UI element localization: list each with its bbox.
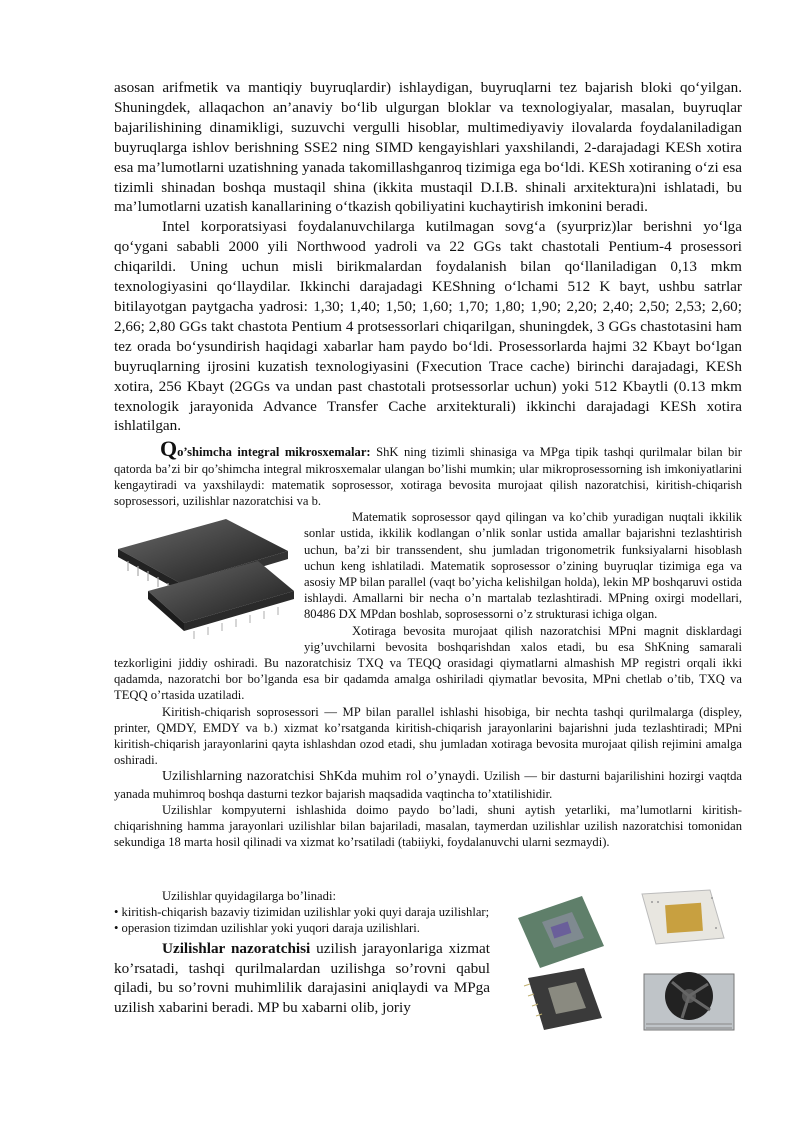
paragraph-6: Kiritish-chiqarish soprosessori — MP bilan parallel ishlashi hisobiga, bir nechta tashqi qurilmalarga (displey, printer, QMDY, EMDY va b.) xizmat ko’rsatganda kiritish-chiqarish jarayonlarini bajarishni juda tezlashtiradi; MPni kiritish-chiqarish jarayonlarini qayta ishlashdan ozod etadi, shu jumladan xotiraga bevosita murojaat qilish rejimini amalga oshiradi. <box>114 704 742 768</box>
paragraph-10-head: Uzilishlar nazoratchisi <box>162 939 311 957</box>
paragraph-3-lead: ShK ning tizimli shinasiga va MPga tipik tashqi <box>376 445 634 460</box>
chip-package-2 <box>642 890 724 944</box>
section-heading: o’shimcha integral mikrosxemalar: <box>177 445 371 460</box>
bullet-item-2: • operasion tizimdan uzilishlar yoki yuqori daraja uzilishlari. <box>114 921 420 936</box>
drop-cap: Q <box>160 436 178 462</box>
cooler-fan <box>644 972 734 1030</box>
paragraph-7-lead: Uzilishlarning nazoratchisi ShKda muhim rol o’ynaydi. <box>162 769 480 785</box>
chip-package-1 <box>518 896 604 968</box>
paragraph-3 <box>114 438 742 509</box>
paragraph-9: Uzilishlar quyidagilarga bo’linadi: <box>162 889 336 903</box>
processors-image <box>512 888 744 1034</box>
paragraph-2: Intel korporatsiyasi foydalanuvchilarga kutilmagan sovg‘a (syurpriz)lar berishni yo‘lga qo‘ygani sababli 2000 yili Northwood yadroli va 22 GGs takt chastotali Pentium-4 prosessori chiqarildi. Uning uchun misli birikmalardan foydalanish bilan qo‘llaniladigan 0,13 mkm texnologiyasini qo‘llaydilar. Ikkinchi darajadagi KEShning o‘lchami 512 K bayt, ushbu satrlar bitilayotgan paytgacha yadrosi: 1,30; 1,40; 1,50; 1,60; 1,70; 1,80; 1,90; 2,20; 2,40; 2,50; 2,53; 2,60; 2,66; 2,80 GGs takt chastota Pentium 4 protsessorlari chiqarilgan, shuningdek, 3 GGs chastotasini ham tez orada bo‘ysundirish haqidagi xabarlar ham paydo bo‘ldi. Prosessorlarda hajmi 32 Kbayt bo‘lgan buyruqlarning ijrosini kuzatish texnologiyasini (Fxecution Trace cache) birinchi darajadagi, KESh xotira, 256 Kbayt (2GGs va undan past chastotali protsessorlar uchun) yoki 512 Kbaytli (0.13 mkm texnologik jarayonida Advance Transfer Cache arxitekturali) ikkinchi darajadagi KESh xotira ishlatilgan. <box>114 218 742 435</box>
paragraph-8: Uzilishlar kompyuterni ishlashida doimo paydo bo’ladi, shuni aytish yetarliki, ma’lumotlarni kiritish-chiqarishning hamma jarayonlari uzilishlar bilan bajariladi, masalan, taymerdan uzilishlar uzilish nazoratchisi tomonidan sekundiga 18 marta hosil qilinadi va xizmat ko’rsatiladi (tabiiyki, foydalanuvchi ularni sezmaydi). <box>114 802 742 850</box>
bullet-item-1: • kiritish-chiqarish bazaviy tizimidan uzilishlar yoki quyi daraja uzilishlar; <box>114 905 490 920</box>
paragraph-7-rest: Uzilish — bir dasturni bajarilishini hozirgi vaqtda yanada muhimroq boshqa dasturni tezkor bajarish maqsadida vaqtincha to’xtatilishidir. <box>114 769 742 801</box>
paragraph-3-rest: qurilmalar bilan bir qatorda ba’zi bir qo’shimcha integral mikrosxemalar ulangan bo’lishi mumkin; ular mikroprosessorning ish imkoniyatlarini kengaytiradi va yaxshilaydi: matematik soprosessor, xotiraga bevosita murojaat qilish nazoratchisi, kiritish-chiqarish soprosessori, uzilishlar nazoratchisi va b. <box>114 445 742 508</box>
document-page <box>114 78 742 850</box>
chip-package-3 <box>524 968 602 1030</box>
paragraph-4: Matematik soprosessor qayd qilingan va ko’chib yuradigan nuqtali ikkilik sonlar ustida, ikkilik kodlangan o’nlik sonlar ustida amallar bajarishni tezlashtirish uchun, ba’zi bir transsendent, shu jumladan trigonometrik funksiyalarni hisoblash uchun keng ishlatiladi. Matematik soprosessor o’zining buyruqlar tizimiga ega va asosiy MP bilan parallel (vaqt bo’yicha kelishilgan holda), lekin MP boshqaruvi ostida ishlaydi. Amallarni bir necha o’n martalab tezlashtiradi. MPning oxirgi modellari, 80486 DX MPdan boshlab, soprosessorni o’z strukturasi ichiga olgan. <box>304 510 742 622</box>
paragraph-7 <box>114 768 742 801</box>
paragraph-10 <box>114 939 490 1019</box>
chip-image <box>108 511 294 641</box>
paragraph-5: Xotiraga bevosita murojaat qilish nazoratchisi MPni magnit disklardagi yig’uvchilarni bevosita boshqarishdan xalos etadi, bu esa ShKning samarali tezkorligini jiddiy oshiradi. Bu nazoratchisiz TXQ va TEQQ orasidagi qiymatlarni almashish MP registri orqali ikki qadamda, nazoratchi bor bo’lganda esa bir qadamda amalga oshiriladi qiymatlar bevosita, MPni chetlab o’tib, TXQ va TEQQ o’rtasida uzatiladi. <box>114 623 742 703</box>
paragraph-1: asosan arifmetik va mantiqiy buyruqlardir) ishlaydigan, buyruqlarni tez bajarish bloki qo‘yilgan. Shuningdek, allaqachon an’anaviy bo‘lib ulgurgan bloklar va texnologiyalar, masalan, buyruqlar bajarilishining dinamikligi, suzuvchi vergulli hisoblar, multimediyaviy ilovalarda foydalaniladigan buyruqlarga ishlov berishning SSE2 ning SIMD kengayishlari yaxshilandi, 2-darajadagi KESh xotira esa ma’lumotlarni uzatishning yanada takomillashganroq tizimiga ega bo‘ldi. KESh xotiraning o‘zi esa tizimli shinadan boshqa mustaqil shina (ikkita mustaqil D.I.B. shinali arxitektura)ni ishlatadi, bu ma’lumotlarni uzatish kanallarining o‘tkazish qobiliyatini kuchaytirish imkonini beradi. <box>114 79 742 216</box>
paragraph-10-rest: uzilish jarayonlariga xizmat ko’rsatadi, tashqi qurilmalardan uzilishga so’rovni qabul qiladi, bu so’rovni muhimlilik darajasini aniqlaydi va MPga uzilish xabarini beradi. MP bu xabarni olib, joriy <box>114 939 490 1017</box>
narrow-column <box>114 888 490 1018</box>
